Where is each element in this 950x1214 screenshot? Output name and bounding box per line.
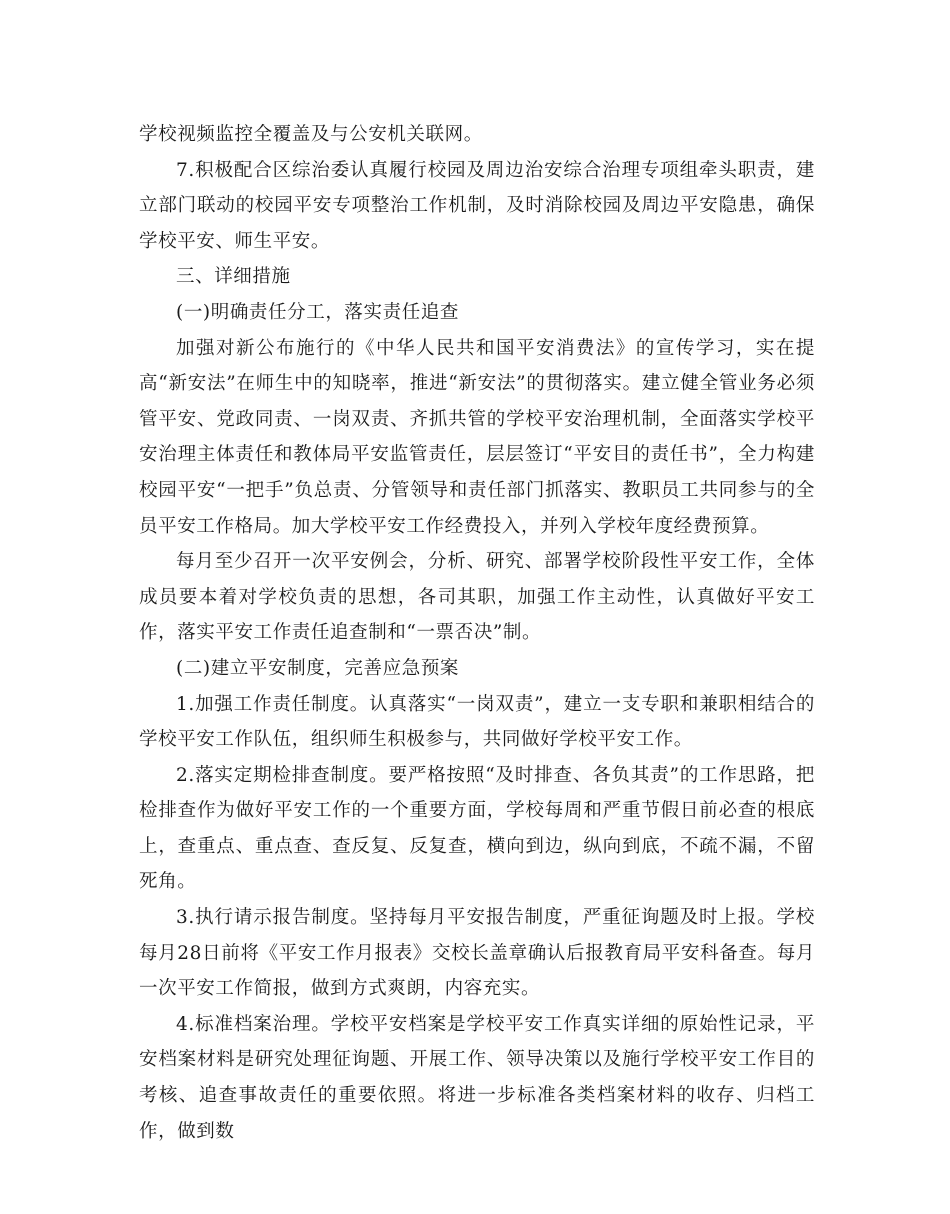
paragraph-monthly-meeting: 每月至少召开一次平安例会，分析、研究、部署学校阶段性平安工作，全体成员要本着对学校负责的思想，各司其职，加强工作主动性，认真做好平安工作，落实平安工作责任追查制和“一票否决”制。	[139, 551, 815, 644]
subsection-heading-2: (二)建立平安制度，完善应急预案	[176, 657, 460, 679]
paragraph-item-7: 7.积极配合区综治委认真履行校园及周边治安综合治理专项组牵头职责，建立部门联动的校园平安专项整治工作机制，及时消除校园及周边平安隐患，确保学校平安、师生平安。	[139, 159, 815, 252]
paragraph-measure-2: 2.落实定期检排查制度。要严格按照“及时排查、各负其责”的工作思路，把检排查作为做好平安工作的一个重要方面，学校每周和严重节假日前必查的根底上，查重点、重点查、查反复、反复查，横向到边，纵向到底，不疏不漏，不留死角。	[139, 764, 815, 893]
paragraph-measure-4: 4.标准档案治理。学校平安档案是学校平安工作真实详细的原始性记录，平安档案材料是研究处理征询题、开展工作、领导决策以及施行学校平安工作目的考核、追查事故责任的重要依照。将进一步标准各类档案材料的收存、归档工作，做到数	[139, 1013, 815, 1142]
section-heading-measures: 三、详细措施	[176, 266, 291, 288]
paragraph-law-study: 加强对新公布施行的《中华人民共和国平安消费法》的宣传学习，实在提高“新安法”在师生中的知晓率，推进“新安法”的贯彻落实。建立健全管业务必须管平安、党政同责、一岗双责、齐抓共管的学校平安治理机制，全面落实学校平安治理主体责任和教体局平安监管责任，层层签订“平安目的责任书”，全力构建校园平安“一把手”负总责、分管领导和责任部门抓落实、教职员工共同参与的全员平安工作格局。加大学校平安工作经费投入，并列入学校年度经费预算。	[139, 337, 815, 537]
subsection-heading-1: (一)明确责任分工，落实责任追查	[176, 301, 460, 323]
paragraph-continuation: 学校视频监控全覆盖及与公安机关联网。	[139, 124, 483, 145]
document-body	[139, 117, 815, 1149]
paragraph-measure-1: 1.加强工作责任制度。认真落实“一岗双责”，建立一支专职和兼职相结合的学校平安工作队伍，组织师生积极参与，共同做好学校平安工作。	[139, 693, 815, 751]
paragraph-measure-3: 3.执行请示报告制度。坚持每月平安报告制度，严重征询题及时上报。学校每月28日前将《平安工作月报表》交校长盖章确认后报教育局平安科备查。每月一次平安工作简报，做到方式爽朗，内容充实。	[139, 907, 815, 1000]
